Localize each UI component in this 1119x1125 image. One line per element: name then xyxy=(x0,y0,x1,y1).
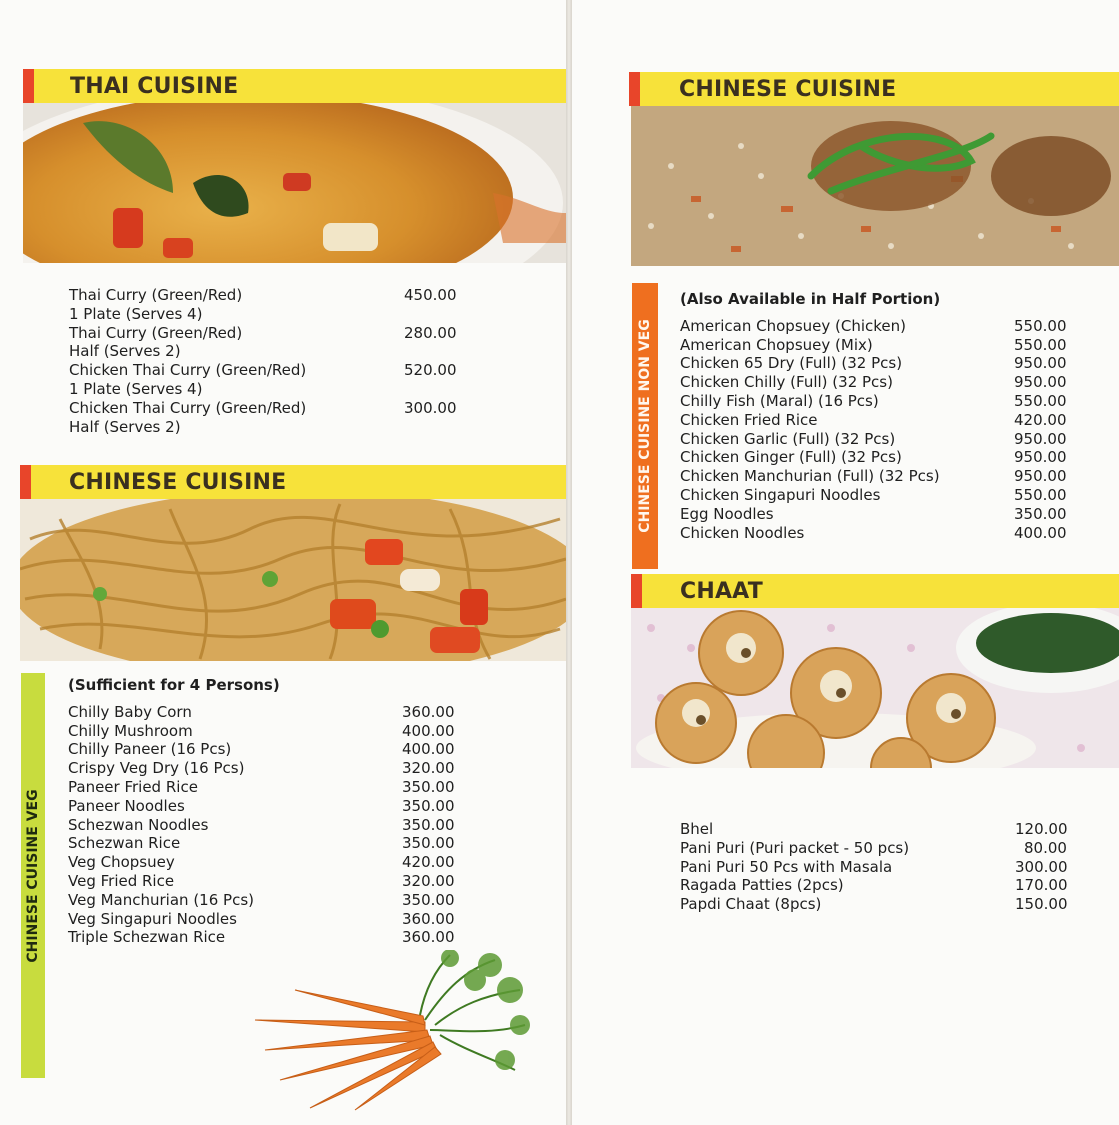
menu-item xyxy=(680,411,1100,430)
menu-item xyxy=(68,928,488,947)
banner-accent xyxy=(631,574,642,608)
item-price: 400.00 xyxy=(402,721,455,740)
chaat-banner xyxy=(631,574,1119,608)
chinese-cuisine-nonveg-banner xyxy=(629,72,1119,106)
item-price: 350.00 xyxy=(402,815,455,834)
menu-item xyxy=(68,891,488,910)
item-price: 350.00 xyxy=(402,796,455,815)
thai-item xyxy=(69,361,489,399)
menu-item xyxy=(68,703,488,722)
serving-note: (Also Available in Half Portion) xyxy=(680,290,941,308)
thai-item xyxy=(69,399,489,437)
serving-note: (Sufficient for 4 Persons) xyxy=(68,676,280,694)
item-name: Egg Noodles xyxy=(680,504,774,523)
item-price: 350.00 xyxy=(402,890,455,909)
item-name: Chicken Manchurian (Full) (32 Pcs) xyxy=(680,467,940,486)
menu-item xyxy=(68,816,488,835)
menu-item xyxy=(680,448,1100,467)
thai-item xyxy=(69,286,489,324)
item-price: 320.00 xyxy=(402,759,455,778)
item-price: 300.00 xyxy=(1015,857,1068,876)
item-price: 950.00 xyxy=(1014,467,1067,486)
item-price: 400.00 xyxy=(402,740,455,759)
item-price: 420.00 xyxy=(402,853,455,872)
item-name: Chilly Paneer (16 Pcs) xyxy=(68,740,232,759)
item-name: Bhel xyxy=(680,820,714,838)
chinese-veg-menu-list xyxy=(68,676,488,947)
item-name: Thai Curry (Green/Red) xyxy=(69,286,243,304)
menu-item xyxy=(680,430,1100,449)
chinese-nonveg-side-label-text: CHINESE CUISINE NON VEG xyxy=(637,319,653,533)
item-name: Veg Singapuri Noodles xyxy=(68,909,237,928)
item-price: 520.00 xyxy=(404,361,457,380)
item-price: 550.00 xyxy=(1014,335,1067,354)
item-name: Chilly Fish (Maral) (16 Pcs) xyxy=(680,391,879,410)
item-name: Ragada Patties (2pcs) xyxy=(680,876,844,895)
chinese-cuisine-veg-banner xyxy=(20,465,566,499)
menu-item xyxy=(68,910,488,929)
item-price: 950.00 xyxy=(1014,448,1067,467)
menu-item xyxy=(68,853,488,872)
item-name: Chicken Ginger (Full) (32 Pcs) xyxy=(680,448,902,467)
thai-cuisine-title: THAI CUISINE xyxy=(70,74,239,99)
pani-puri-photo xyxy=(631,608,1119,768)
menu-item xyxy=(680,354,1100,373)
item-name: Schezwan Noodles xyxy=(68,815,209,834)
item-price: 350.00 xyxy=(402,834,455,853)
menu-item xyxy=(680,392,1100,411)
item-name: Chilly Mushroom xyxy=(68,721,193,740)
item-name: Pani Puri (Puri packet - 50 pcs) xyxy=(680,838,910,857)
item-name: Paneer Fried Rice xyxy=(68,777,198,796)
item-price: 950.00 xyxy=(1014,373,1067,392)
item-price: 450.00 xyxy=(404,286,457,304)
item-price: 80.00 xyxy=(1024,838,1067,857)
menu-item xyxy=(680,839,1100,858)
item-name: Veg Chopsuey xyxy=(68,853,175,872)
item-price: 320.00 xyxy=(402,871,455,890)
item-name: Veg Fried Rice xyxy=(68,871,175,890)
menu-item xyxy=(68,797,488,816)
item-name: Crispy Veg Dry (16 Pcs) xyxy=(68,759,245,778)
chinese-veg-side-label-text: CHINESE CUISINE VEG xyxy=(25,788,41,963)
banner-accent xyxy=(23,69,34,103)
chaat-title: CHAAT xyxy=(680,579,763,604)
menu-item xyxy=(68,778,488,797)
item-name: Chicken Thai Curry (Green/Red) xyxy=(69,361,307,380)
item-price: 150.00 xyxy=(1015,895,1068,914)
menu-item xyxy=(680,336,1100,355)
chinese-nonveg-side-label xyxy=(632,283,658,569)
item-name: Thai Curry (Green/Red) xyxy=(69,323,243,342)
item-name: Chicken Fried Rice xyxy=(680,410,818,429)
item-name: Papdi Chaat (8pcs) xyxy=(680,895,822,914)
item-price: 360.00 xyxy=(402,702,455,721)
item-detail: 1 Plate (Serves 4) xyxy=(69,379,203,398)
menu-item xyxy=(68,834,488,853)
menu-item xyxy=(68,740,488,759)
chinese-cuisine-veg-title: CHINESE CUISINE xyxy=(69,470,287,495)
thai-cuisine-banner xyxy=(23,69,566,103)
item-price: 550.00 xyxy=(1014,485,1067,504)
item-price: 350.00 xyxy=(402,777,455,796)
item-name: Chicken Noodles xyxy=(680,523,805,542)
item-name: Schezwan Rice xyxy=(68,834,181,853)
item-price: 400.00 xyxy=(1014,523,1067,542)
item-price: 950.00 xyxy=(1014,354,1067,373)
menu-item xyxy=(68,722,488,741)
menu-item xyxy=(680,876,1100,895)
menu-item xyxy=(680,524,1100,543)
menu-item xyxy=(680,505,1100,524)
item-price: 550.00 xyxy=(1014,316,1067,335)
carrot-bunch-image xyxy=(235,950,530,1115)
menu-item xyxy=(680,467,1100,486)
item-name: Pani Puri 50 Pcs with Masala xyxy=(680,857,893,876)
item-name: Chicken Thai Curry (Green/Red) xyxy=(69,398,307,417)
item-name: Triple Schezwan Rice xyxy=(68,928,226,947)
item-detail: Half (Serves 2) xyxy=(69,417,181,436)
chaat-menu-list xyxy=(680,820,1100,914)
menu-item xyxy=(680,373,1100,392)
item-detail: Half (Serves 2) xyxy=(69,342,181,361)
item-name: Chicken Garlic (Full) (32 Pcs) xyxy=(680,429,896,448)
menu-page-right xyxy=(572,0,1119,1125)
thai-menu-list xyxy=(69,286,489,436)
item-detail: 1 Plate (Serves 4) xyxy=(69,304,203,323)
item-price: 350.00 xyxy=(1014,504,1067,523)
item-price: 120.00 xyxy=(1015,820,1068,838)
item-name: Paneer Noodles xyxy=(68,796,185,815)
item-name: Chicken Singapuri Noodles xyxy=(680,485,881,504)
thai-item xyxy=(69,324,489,362)
menu-item xyxy=(68,759,488,778)
item-price: 300.00 xyxy=(404,398,457,417)
fried-rice-photo xyxy=(631,106,1119,266)
item-name: Veg Manchurian (16 Pcs) xyxy=(68,890,254,909)
menu-item xyxy=(680,820,1100,839)
item-name: Chicken 65 Dry (Full) (32 Pcs) xyxy=(680,354,903,373)
item-price: 550.00 xyxy=(1014,391,1067,410)
chinese-veg-side-label xyxy=(21,673,45,1078)
item-name: American Chopsuey (Mix) xyxy=(680,335,873,354)
banner-accent xyxy=(20,465,31,499)
menu-item xyxy=(680,858,1100,877)
thai-curry-photo xyxy=(23,103,566,263)
item-name: Chicken Chilly (Full) (32 Pcs) xyxy=(680,373,893,392)
menu-item xyxy=(680,895,1100,914)
noodles-photo xyxy=(20,499,566,661)
item-price: 360.00 xyxy=(402,928,455,947)
menu-item xyxy=(680,486,1100,505)
chinese-cuisine-nonveg-title: CHINESE CUISINE xyxy=(679,77,897,102)
menu-item xyxy=(68,872,488,891)
item-name: American Chopsuey (Chicken) xyxy=(680,316,907,335)
item-price: 420.00 xyxy=(1014,410,1067,429)
item-price: 170.00 xyxy=(1015,876,1068,895)
item-price: 280.00 xyxy=(404,323,457,342)
item-name: Chilly Baby Corn xyxy=(68,702,192,721)
banner-accent xyxy=(629,72,640,106)
menu-item xyxy=(680,317,1100,336)
item-price: 950.00 xyxy=(1014,429,1067,448)
item-price: 360.00 xyxy=(402,909,455,928)
chinese-nonveg-menu-list xyxy=(680,290,1100,542)
